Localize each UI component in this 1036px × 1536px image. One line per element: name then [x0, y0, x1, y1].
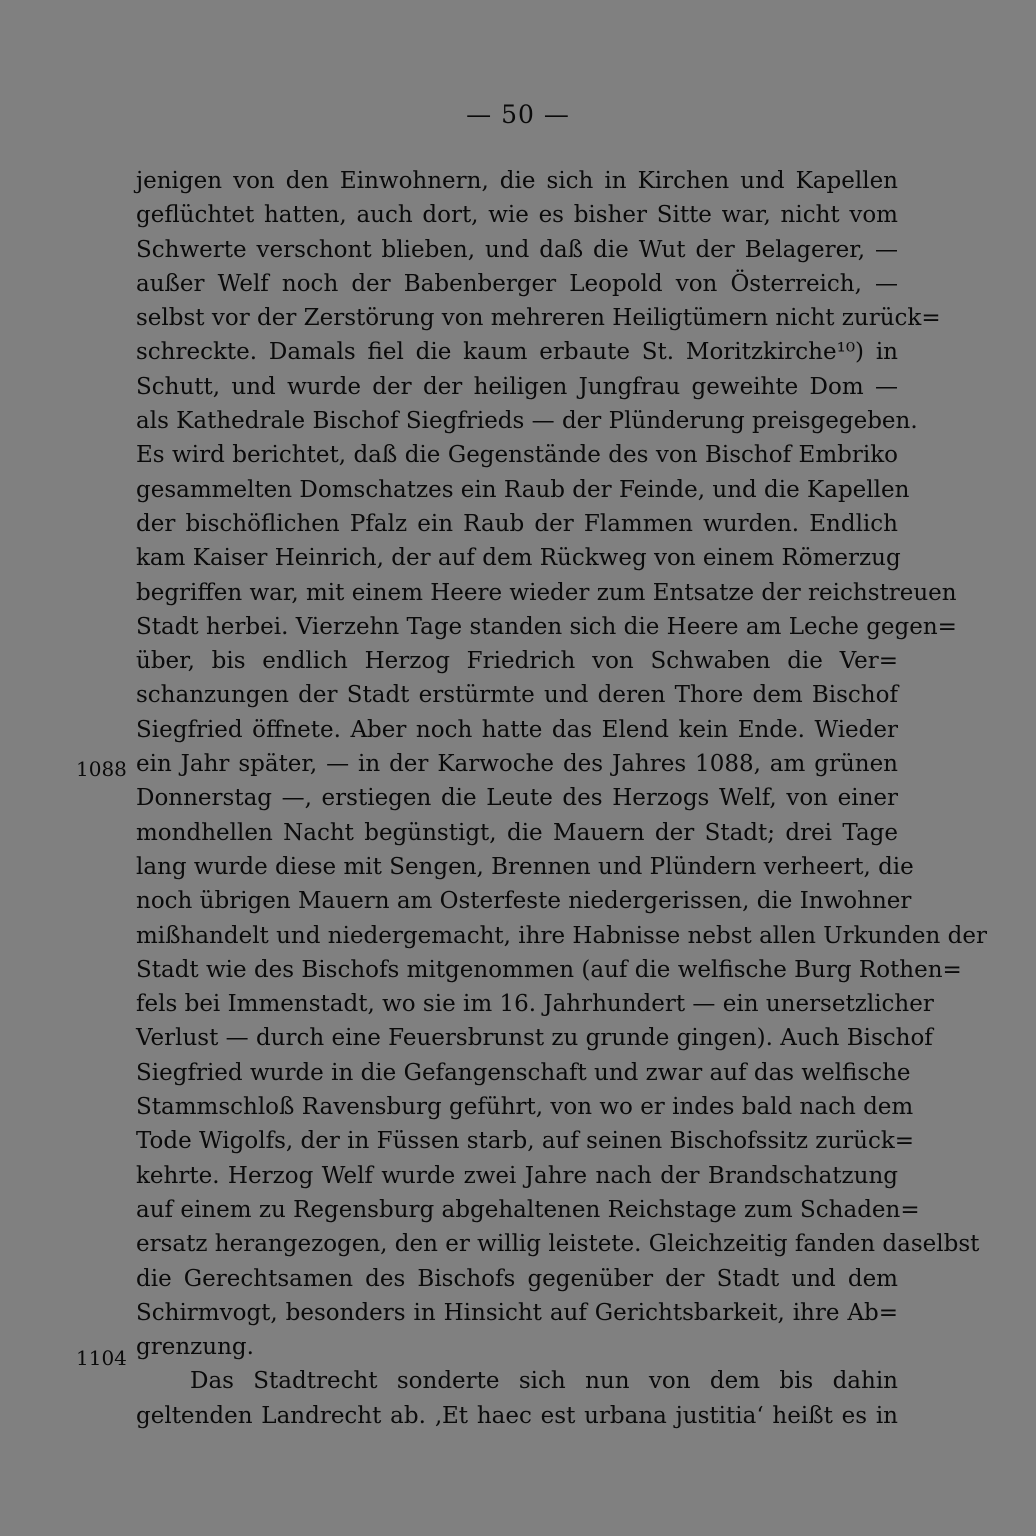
text-line: gesammelten Domschatzes ein Raub der Feinde, und die Kapellen [136, 476, 910, 503]
text-line: über, bis endlich Herzog Friedrich von Schwaben die Ver= [136, 648, 898, 675]
text-line: Tode Wigolfs, der in Füssen starb, auf seinen Bischofssitz zurück= [136, 1128, 915, 1155]
text-line: lang wurde diese mit Sengen, Brennen und Plündern verheert, die [136, 853, 914, 880]
text-line: Schirmvogt, besonders in Hinsicht auf Gerichtsbarkeit, ihre Ab= [136, 1299, 898, 1326]
text-line: grenzung. [136, 1334, 254, 1361]
text-line: Donnerstag —, erstiegen die Leute des Herzogs Welf, von einer [136, 785, 898, 812]
text-line: geltenden Landrecht ab. ‚Et haec est urbana justitia‘ heißt es in [136, 1402, 898, 1429]
page-number: — 50 — [466, 100, 570, 129]
text-line: außer Welf noch der Babenberger Leopold von Österreich, — [136, 270, 898, 297]
text-line: schreckte. Damals fiel die kaum erbaute St. Moritzkirche¹⁰) in [136, 339, 898, 366]
text-line: Stadt wie des Bischofs mitgenommen (auf die welfische Burg Rothen= [136, 956, 962, 983]
text-line: Schwerte verschont blieben, und daß die Wut der Belagerer, — [136, 236, 898, 263]
text-line: Stammschloß Ravensburg geführt, von wo er indes bald nach dem [136, 1094, 914, 1121]
text-line: kam Kaiser Heinrich, der auf dem Rückweg von einem Römerzug [136, 545, 901, 572]
text-line: ersatz herangezogen, den er willig leistete. Gleichzeitig fanden daselbst [136, 1231, 980, 1258]
text-line: als Kathedrale Bischof Siegfrieds — der Plünderung preisgegeben. [136, 408, 918, 435]
margin-year-note: 1104 [76, 1346, 127, 1370]
text-line: Schutt, und wurde der der heiligen Jungfrau geweihte Dom — [136, 373, 898, 400]
text-line: schanzungen der Stadt erstürmte und deren Thore dem Bischof [136, 682, 898, 709]
text-line: ein Jahr später, — in der Karwoche des Jahres 1088, am grünen [136, 751, 898, 778]
text-line: Es wird berichtet, daß die Gegenstände des von Bischof Embriko [136, 442, 898, 469]
text-line: begriffen war, mit einem Heere wieder zum Entsatze der reichstreuen [136, 579, 957, 606]
text-line: Das Stadtrecht sonderte sich nun von dem bis dahin [190, 1368, 898, 1395]
text-line: Verlust — durch eine Feuersbrunst zu grunde gingen). Auch Bischof [136, 1025, 933, 1052]
text-line: fels bei Immenstadt, wo sie im 16. Jahrhundert — ein unersetzlicher [136, 991, 934, 1018]
text-line: Siegfried öffnete. Aber noch hatte das Elend kein Ende. Wieder [136, 716, 898, 743]
body-text [136, 164, 987, 1433]
text-line: auf einem zu Regensburg abgehaltenen Reichstage zum Schaden= [136, 1196, 920, 1223]
text-line: kehrte. Herzog Welf wurde zwei Jahre nach der Brandschatzung [136, 1162, 898, 1189]
text-line: Siegfried wurde in die Gefangenschaft und zwar auf das welfische [136, 1059, 911, 1086]
margin-year-note: 1088 [76, 757, 127, 781]
text-line: noch übrigen Mauern am Osterfeste niedergerissen, die Inwohner [136, 888, 912, 915]
text-line: die Gerechtsamen des Bischofs gegenüber der Stadt und dem [136, 1265, 898, 1292]
text-line: mondhellen Nacht begünstigt, die Mauern der Stadt; drei Tage [136, 819, 898, 846]
text-line: selbst vor der Zerstörung von mehreren Heiligtümern nicht zurück= [136, 305, 941, 332]
text-line: jenigen von den Einwohnern, die sich in Kirchen und Kapellen [136, 168, 898, 194]
text-line: geflüchtet hatten, auch dort, wie es bisher Sitte war, nicht vom [136, 202, 898, 229]
text-line: der bischöflichen Pfalz ein Raub der Flammen wurden. Endlich [136, 510, 898, 537]
text-line: mißhandelt und niedergemacht, ihre Habnisse nebst allen Urkunden der [136, 922, 987, 949]
text-line: Stadt herbei. Vierzehn Tage standen sich die Heere am Leche gegen= [136, 613, 957, 640]
